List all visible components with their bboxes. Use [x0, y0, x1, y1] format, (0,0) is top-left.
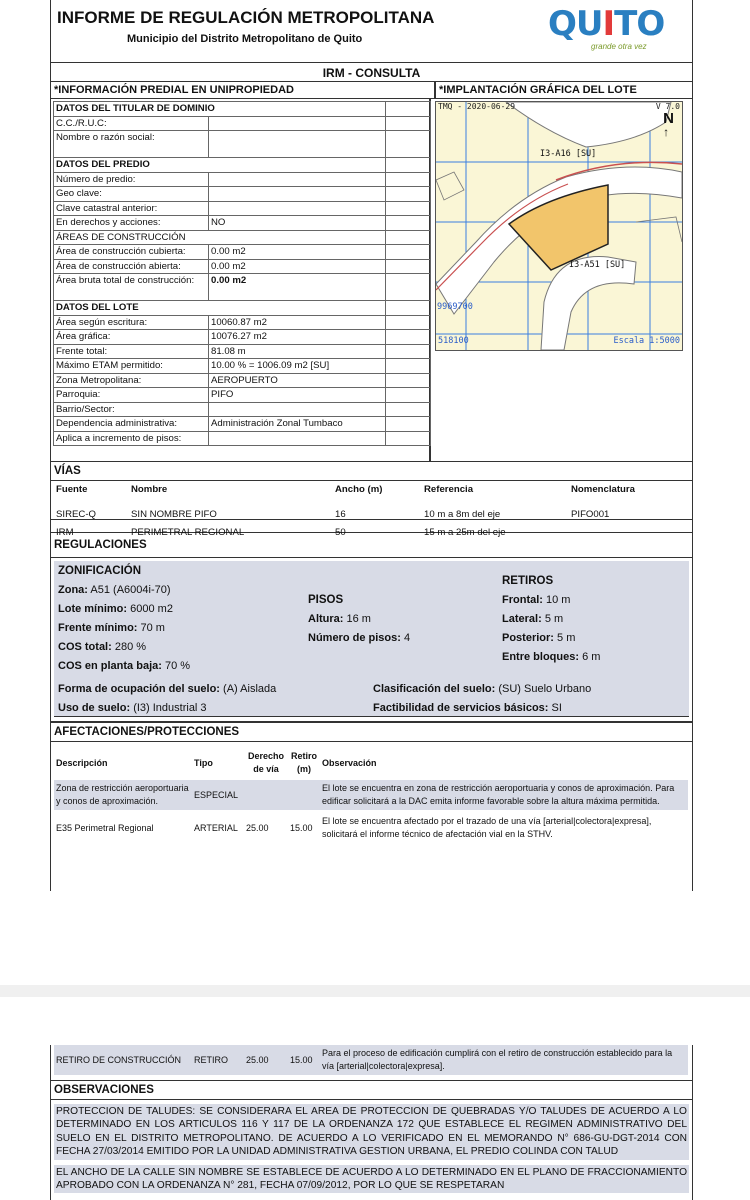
cubierta-value: 0.00 m2: [209, 245, 386, 260]
table-row: Zona de restricción aeroportuaria y conos de aproximación. ESPECIAL El lote se encuentra en zona de restricción aeroportuaria y conos de aproximación. Para edificar solicitará a la DAC emita informe favorable sobre la altura máxima permitida.: [54, 780, 688, 812]
etam-value: 10.00 % = 1006.09 m2 [SU]: [209, 359, 386, 374]
report-header: [51, 0, 692, 63]
dependencia-label: Dependencia administrativa:: [54, 417, 209, 432]
predio-header: DATOS DEL PREDIO: [54, 158, 386, 173]
titular-header: DATOS DEL TITULAR DE DOMINIO: [54, 102, 386, 117]
observacion-taludes: PROTECCION DE TALUDES: SE CONSIDERARA EL AREA DE PROTECCION DE QUEBRADAS Y/O TALUDES DE ACUERDO A LO DETERMINADO EN LOS ARTICULOS 116 Y 117 DE LA ORDENANZA 172 QUE ESTABLECE EL REGIMEN ADMINISTRATIVO DEL SUELO EN EL DISTRITO METROPOLITANO. DE ACUERDO A LO VERIFICADO EN EL MEMORANDO N° 686-GU-DGT-2014 CON FECHA 27/03/2014 EMITIDO POR LA UNIDAD ADMINISTRATIVA GESTION URBANA, EL PREDIO COLINDA CON TALUD: [54, 1104, 689, 1160]
dependencia-value: Administración Zonal Tumbaco: [209, 417, 386, 432]
geoclave-label: Geo clave:: [54, 187, 209, 202]
parroquia-value: PIFO: [209, 388, 386, 403]
areas-header: ÁREAS DE CONSTRUCCIÓN: [54, 230, 386, 245]
table-row: RETIRO DE CONSTRUCCIÓN RETIRO 25.00 15.00 Para el proceso de edificación cumplirá con el retiro de construcción establecido para la vía [arterial|colectora|expresa].: [54, 1045, 688, 1077]
zonificacion-title: ZONIFICACIÓN: [58, 565, 142, 577]
pisos-title: PISOS: [308, 594, 344, 606]
factibilidad-row: Factibilidad de servicios básicos: SI: [373, 702, 562, 714]
afectaciones-header-row: Descripción Tipo Derecho de vía Retiro (m) Observación: [56, 751, 377, 774]
bruta-value: 0.00 m2: [209, 274, 386, 301]
observaciones-title: OBSERVACIONES: [51, 1080, 692, 1100]
ruc-label: C.C./R.U.C:: [54, 116, 209, 131]
afectaciones-title: AFECTACIONES/PROTECCIONES: [51, 721, 692, 742]
map-label-zone-top: I3-A16 [SU]: [540, 149, 597, 159]
page-gap-white: [0, 891, 750, 985]
implantacion-section-title: *IMPLANTACIÓN GRÁFICA DEL LOTE: [439, 84, 637, 96]
lateral-row: Lateral: 5 m: [502, 613, 564, 625]
altura-row: Altura: 16 m: [308, 613, 371, 625]
abierta-value: 0.00 m2: [209, 259, 386, 274]
clave-anterior-label: Clave catastral anterior:: [54, 201, 209, 216]
report-subtitle: Municipio del Distrito Metropolitano de Quito: [127, 33, 363, 45]
forma-ocupacion-row: Forma de ocupación del suelo: (A) Aislada: [58, 683, 277, 695]
road-north: [506, 102, 671, 147]
clasificacion-row: Clasificación del suelo: (SU) Suelo Urbano: [373, 683, 592, 695]
frente-value: 81.08 m: [209, 344, 386, 359]
lot-map: [435, 101, 683, 351]
lote-header: DATOS DEL LOTE: [54, 301, 386, 316]
retiros-title: RETIROS: [502, 575, 554, 587]
derechos-value: NO: [209, 216, 386, 231]
map-coord-x: 518100: [438, 336, 469, 346]
num-pisos-row: Número de pisos: 4: [308, 632, 411, 644]
map-scale: Escala 1:5000: [613, 336, 680, 346]
report-page-2: [50, 1045, 693, 1200]
abierta-label: Área de construcción abierta:: [54, 259, 209, 274]
map-date-stamp: TMQ - 2020-06-29: [438, 102, 516, 111]
frente-minimo-row: Frente mínimo: 70 m: [58, 622, 165, 634]
escritura-value: 10060.87 m2: [209, 315, 386, 330]
regulaciones-panel: [54, 561, 689, 717]
vias-header-row: Fuente Nombre Ancho (m) Referencia Nomenclatura: [56, 484, 635, 495]
numero-label: Número de predio:: [54, 172, 209, 187]
regulaciones-title: REGULACIONES: [51, 532, 692, 558]
table-row: E35 Perimetral Regional ARTERIAL 25.00 15.00 El lote se encuentra afectado por el trazado de una vía [arterial|colectora|expresa], solicitará el informe técnico de afectación vial en la STHV.: [54, 812, 688, 845]
map-coord-y: 9969700: [437, 302, 473, 312]
observacion-ancho-calle: EL ANCHO DE LA CALLE SIN NOMBRE SE ESTABLECE DE ACUERDO A LO DETERMINADO EN EL PLANO DE FRACCIONAMIENTO APROBADO CON LA ORDENANZA N° 281, FECHA 07/09/2012, POR LO QUE SE RESPETARAN: [54, 1165, 689, 1194]
lote-minimo-row: Lote mínimo: 6000 m2: [58, 603, 173, 615]
frente-label: Frente total:: [54, 344, 209, 359]
consult-title: IRM - CONSULTA: [51, 63, 692, 82]
map-parcel-line: [436, 172, 464, 200]
posterior-row: Posterior: 5 m: [502, 632, 576, 644]
cubierta-label: Área de construcción cubierta:: [54, 245, 209, 260]
cos-total-row: COS total: 280 %: [58, 641, 147, 653]
predial-section-title: *INFORMACIÓN PREDIAL EN UNIPROPIEDAD: [51, 82, 436, 98]
derechos-label: En derechos y acciones:: [54, 216, 209, 231]
uso-suelo-row: Uso de suelo: (I3) Industrial 3: [58, 702, 207, 714]
grafica-label: Área gráfica:: [54, 330, 209, 345]
predial-table: [53, 101, 431, 446]
cos-planta-baja-row: COS en planta baja: 70 %: [58, 660, 191, 672]
incremento-label: Aplica a incremento de pisos:: [54, 431, 209, 446]
report-page-1: [50, 0, 693, 891]
frontal-row: Frontal: 10 m: [502, 594, 571, 606]
logo-word: QUITO: [548, 4, 665, 44]
bruta-label: Área bruta total de construcción:: [54, 274, 209, 301]
vias-body: SIREC-Q SIN NOMBRE PIFO 16 10 m a 8m del eje PIFO001 IRM PERIMETRAL REGIONAL 50 15 m a 25m del eje: [56, 509, 610, 538]
report-title: INFORME DE REGULACIÓN METROPOLITANA: [57, 8, 435, 27]
predial-info: [51, 99, 692, 462]
grafica-value: 10076.27 m2: [209, 330, 386, 345]
zona-value: AEROPUERTO: [209, 373, 386, 388]
logo-tagline: grande otra vez: [591, 42, 647, 51]
map-label-zone-lot: I3-A51 [SU]: [569, 260, 626, 270]
map-graphic: [436, 102, 682, 350]
section-headers: [51, 82, 692, 99]
quito-logo: [546, 4, 671, 56]
page-separator: [0, 985, 750, 997]
map-version: V 7.0: [655, 102, 680, 111]
zona-label: Zona Metropolitana:: [54, 373, 209, 388]
escritura-label: Área según escritura:: [54, 315, 209, 330]
afectaciones-table-continued: [54, 1045, 688, 1078]
map-parcel-line-2: [636, 217, 682, 242]
nombre-label: Nombre o razón social:: [54, 131, 209, 158]
vias-title: VÍAS: [51, 462, 692, 481]
barrio-label: Barrio/Sector:: [54, 402, 209, 417]
zona-row: Zona: A51 (A6004i-70): [58, 584, 171, 596]
afectaciones-table: [54, 746, 688, 846]
entre-bloques-row: Entre bloques: 6 m: [502, 651, 601, 663]
north-arrow-icon: N ↑: [663, 110, 674, 139]
etam-label: Máximo ETAM permitido:: [54, 359, 209, 374]
parroquia-label: Parroquia:: [54, 388, 209, 403]
